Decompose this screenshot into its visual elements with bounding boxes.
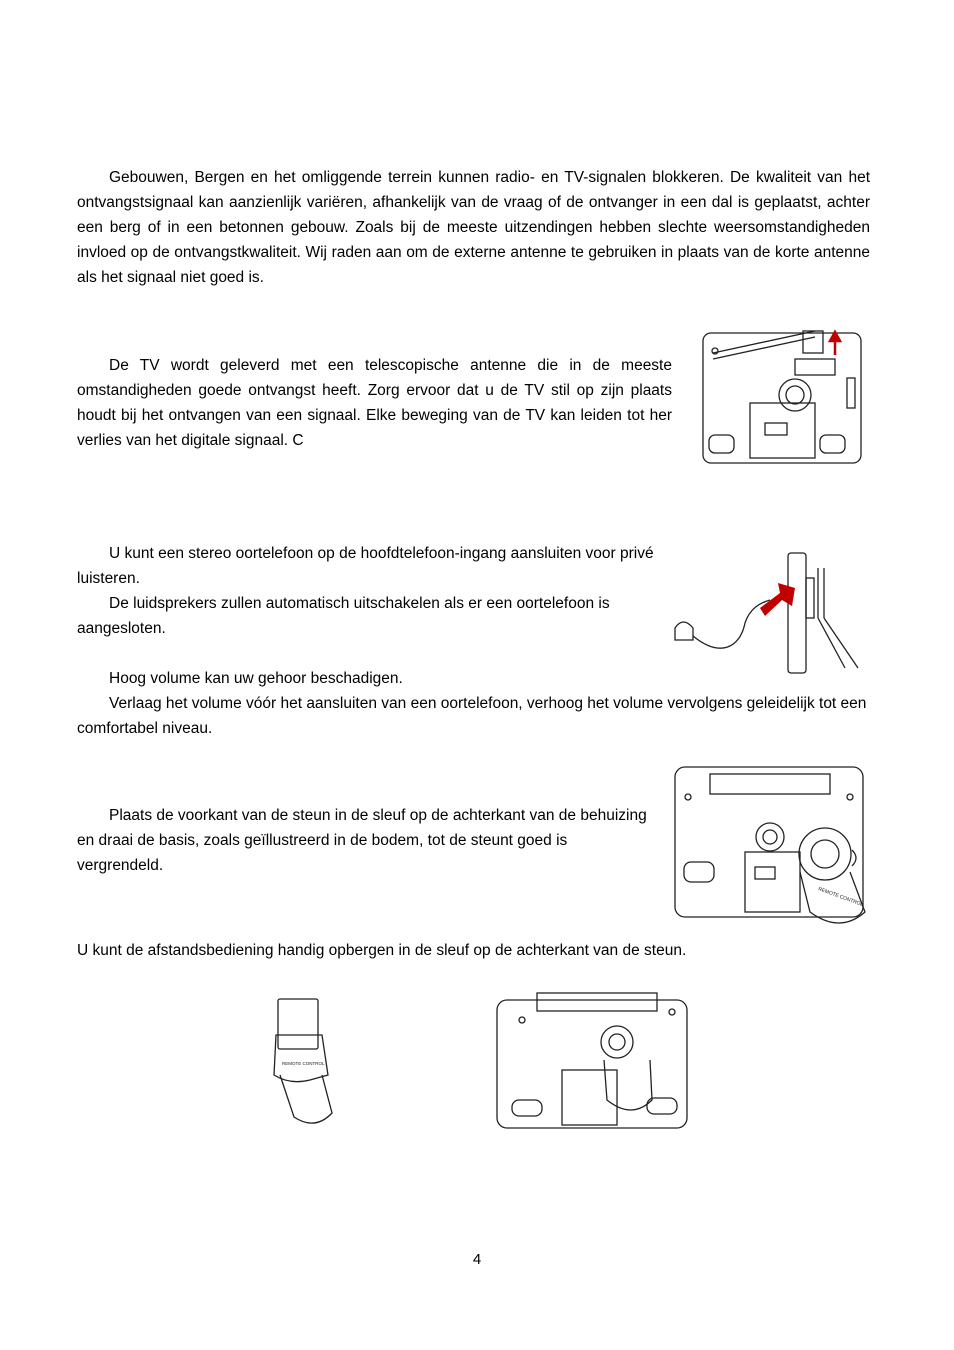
antenna-illustration — [695, 323, 870, 468]
stand-label: REMOTE CONTROL — [817, 886, 864, 909]
volume-warning: Hoog volume kan uw gehoor beschadigen. Verlaag het volume vóór het aansluiten van een oortelefoon, verhoog het volume vervolgens geleidelijk tot een comfortabel niveau. — [77, 670, 867, 737]
headphone-text: U kunt een stereo oortelefoon op de hoofdtelefoon-ingang aansluiten voor privé luisteren. De luidsprekers zullen automatisch uitschakelen als er een oortelefoon is aangesloten. — [77, 545, 654, 637]
stand-paragraph: Plaats de voorkant van de steun in de sleuf op de achterkant van de behuizing en draai de basis, zoals geïllustreerd in de bodem, tot de steunt goed is vergrendeld. — [77, 807, 647, 874]
stand-with-remote-illustration — [270, 995, 340, 1127]
stand-label: REMOTE CONTROL — [282, 1061, 325, 1066]
stand-attach-illustration — [670, 762, 870, 930]
headphone-illustration — [660, 548, 860, 678]
remote-storage-paragraph: U kunt de afstandsbediening handig opbergen in de sleuf op de achterkant van de steun. — [77, 942, 687, 959]
tv-back-with-stand-illustration — [492, 990, 692, 1132]
page-number: 4 — [472, 1251, 482, 1268]
antenna-paragraph: De TV wordt geleverd met een telescopische antenne die in de meeste omstandigheden goede ontvangst heeft. Zorg ervoor dat u de TV stil op zijn plaats houdt bij het ontvangen van een signaal. Elke beweging van de TV kan leiden tot her verlies van het digitale signaal. C — [77, 357, 672, 449]
reception-paragraph: Gebouwen, Bergen en het omliggende terrein kunnen radio- en TV-signalen blokkeren. De kwaliteit van het ontvangstsignaal kan aanzienlijk variëren, afhankelijk van de vraag of de ontvanger in een dal is geplaatst, achter een berg of in een betonnen gebouw. Zoals bij de meeste uitzendingen hebben slechte weersomstandigheden invloed op de ontvangstkwaliteit. Wij raden aan om de externe antenne te gebruiken in plaats van de korte antenne als het signaal niet goed is. — [77, 169, 870, 286]
